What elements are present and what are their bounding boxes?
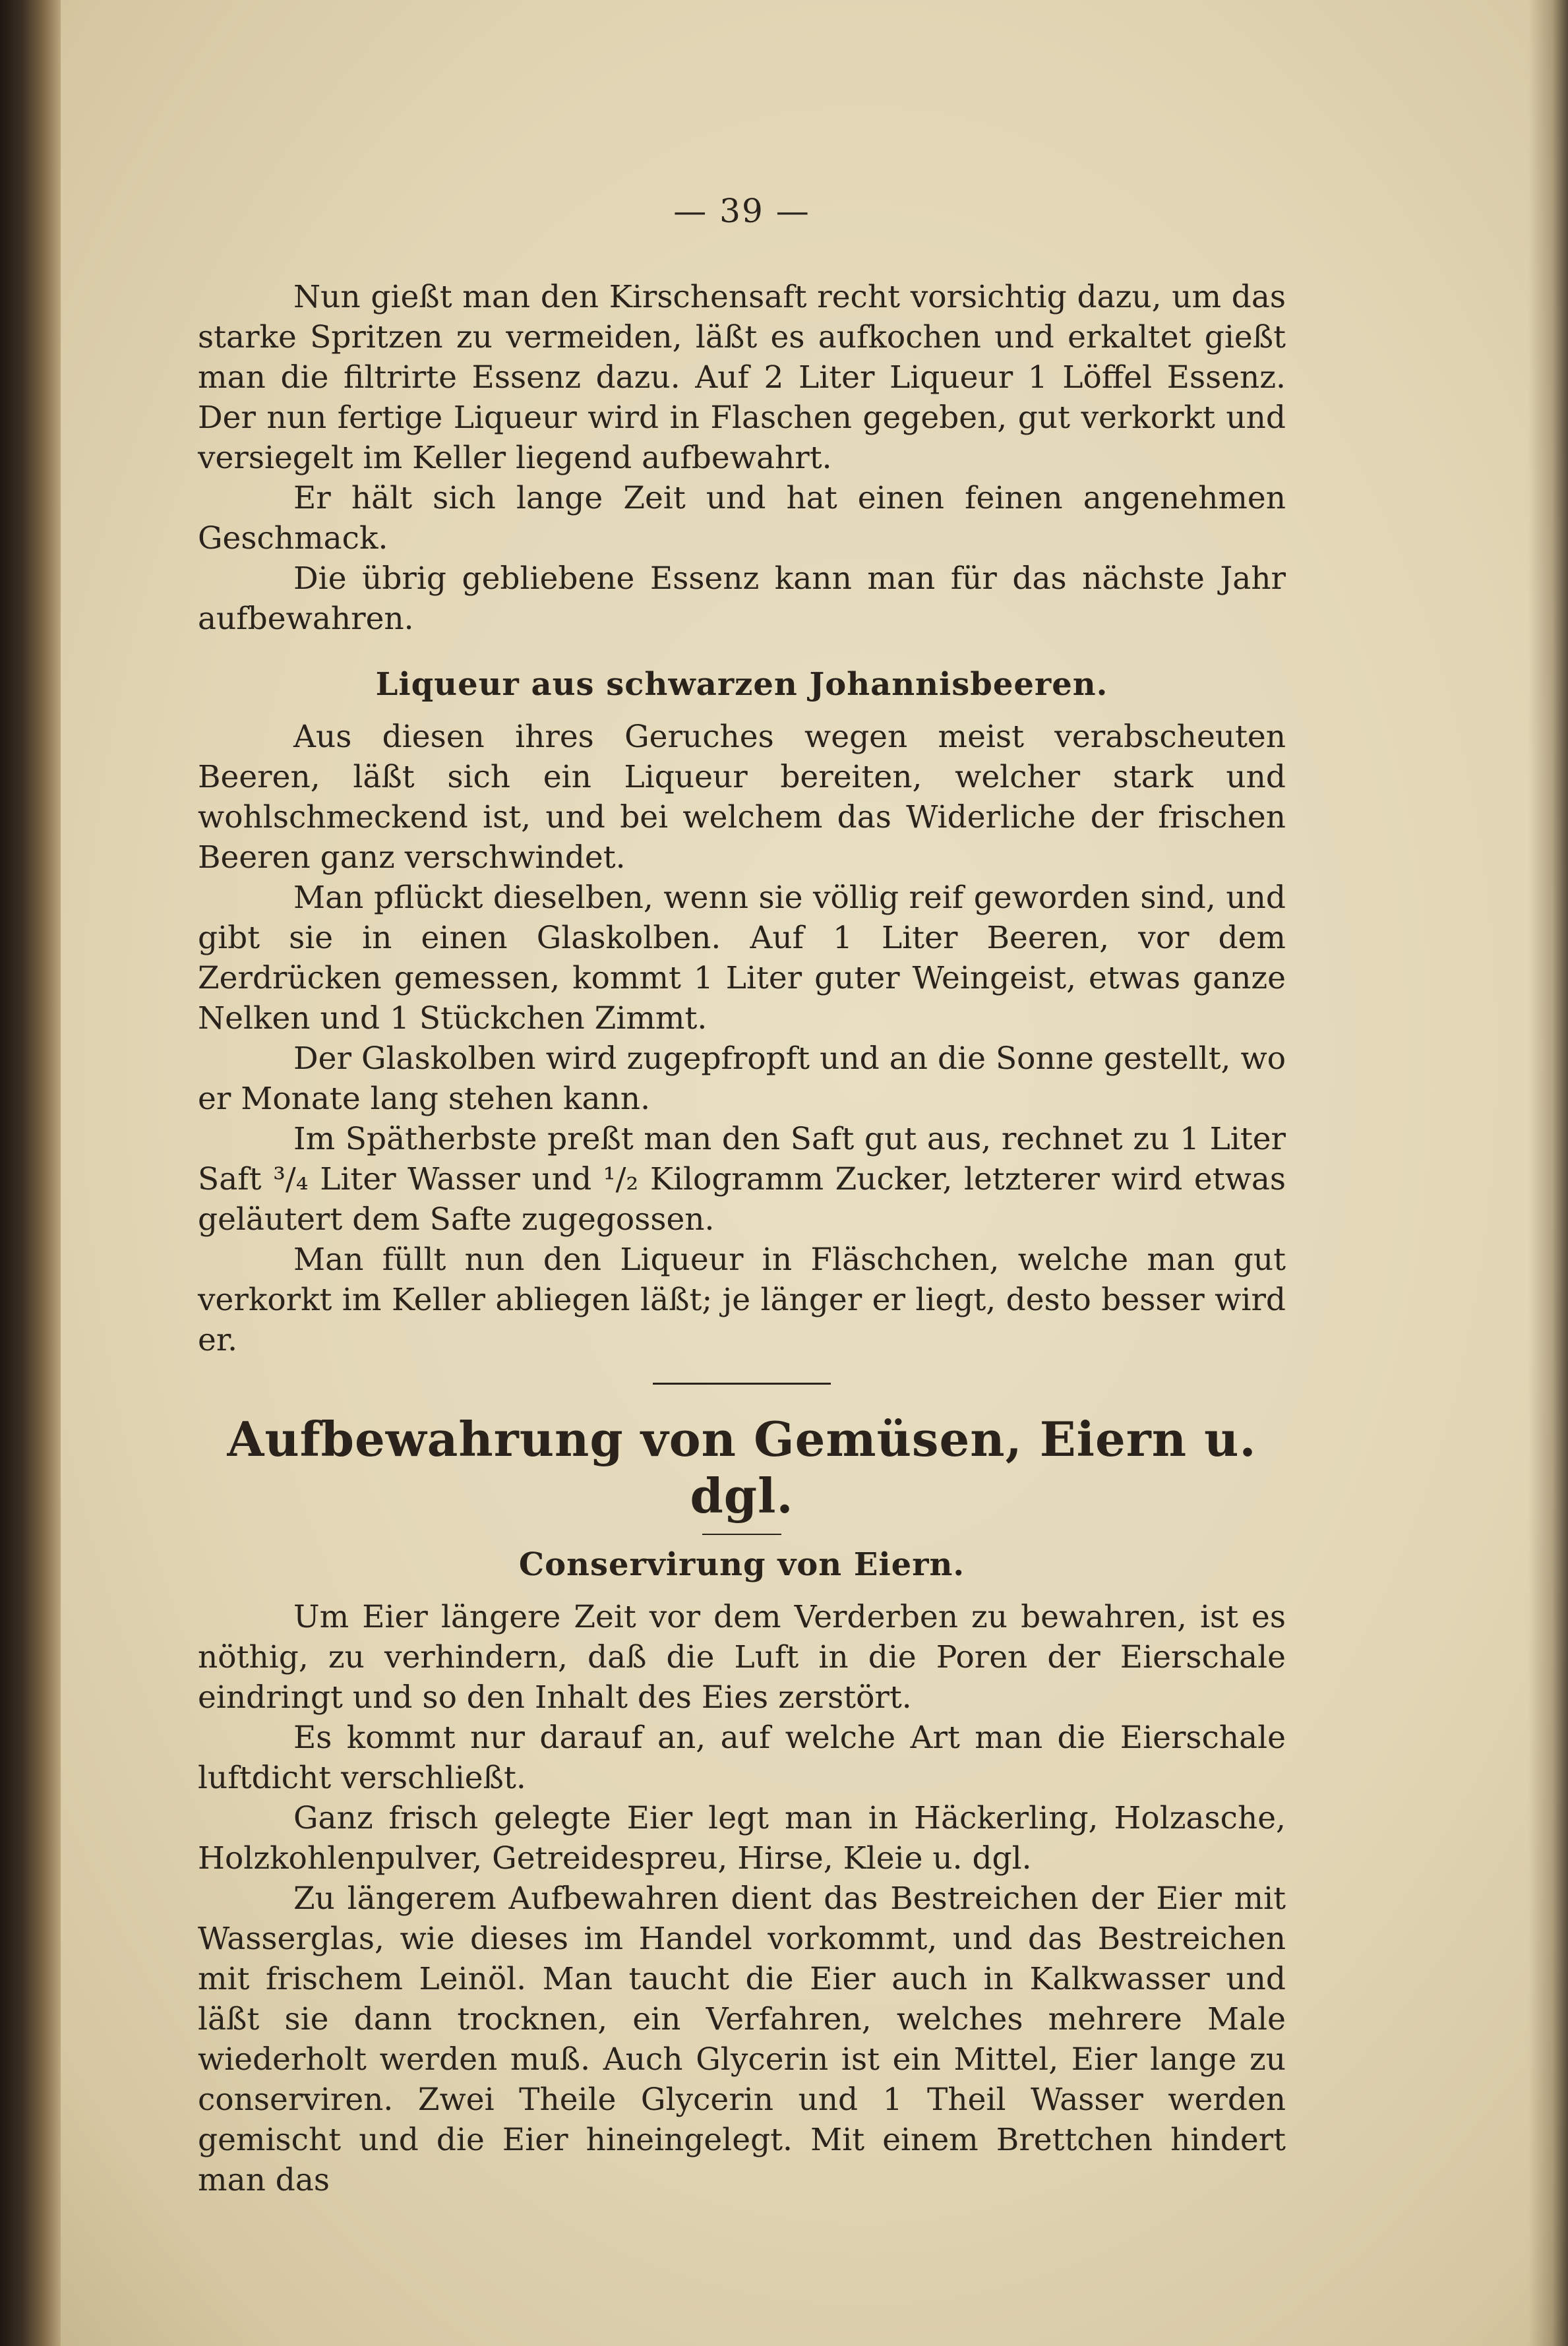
paragraph: Im Spätherbste preßt man den Saft gut aus, rechnet zu 1 Liter Saft ³/₄ Liter Wasser und ¹/₂ Kilogramm Zucker, letzterer wird etwas geläutert dem Safte zugegossen.	[198, 1121, 1286, 1238]
paragraph: Er hält sich lange Zeit und hat einen feinen angenehmen Geschmack.	[198, 480, 1286, 556]
paragraph: Nun gießt man den Kirschensaft recht vorsichtig dazu, um das starke Spritzen zu vermeiden, läßt es aufkochen und erkaltet gießt man die filtrirte Essenz dazu. Auf 2 Liter Liqueur 1 Löffel Essenz. Der nun fertige Liqueur wird in Flaschen gegeben, gut verkorkt und versiegelt im Keller liegend aufbewahrt.	[198, 279, 1286, 476]
page-number: — 39 —	[673, 192, 810, 230]
paragraph: Ganz frisch gelegte Eier legt man in Häckerling, Holzasche, Holzkohlenpulver, Getreidespreu, Hirse, Kleie u. dgl.	[198, 1800, 1286, 1877]
paragraph: Zu längerem Aufbewahren dient das Bestreichen der Eier mit Wasserglas, wie dieses im Handel vorkommt, und das Bestreichen mit frischem Leinöl. Man taucht die Eier auch in Kalkwasser und läßt sie dann trocknen, ein Verfahren, welches mehrere Male wiederholt werden muß. Auch Glycerin ist ein Mittel, Eier lange zu conserviren. Zwei Theile Glycerin und 1 Theil Wasser werden gemischt und die Eier hineingelegt. Mit einem Brettchen hindert man das	[198, 1880, 1286, 2198]
paragraph: Man pflückt dieselben, wenn sie völlig reif geworden sind, und gibt sie in einen Glaskolben. Auf 1 Liter Beeren, vor dem Zerdrücken gemessen, kommt 1 Liter guter Weingeist, etwas ganze Nelken und 1 Stückchen Zimmt.	[198, 880, 1286, 1037]
paragraph: Um Eier längere Zeit vor dem Verderben zu bewahren, ist es nöthig, zu verhindern, daß die Luft in die Poren der Eierschale eindringt und so den Inhalt des Eies zerstört.	[198, 1599, 1286, 1716]
paragraph: Es kommt nur darauf an, auf welche Art man die Eierschale luftdicht verschließt.	[198, 1720, 1286, 1796]
section-title: Aufbewahrung von Gemüsen, Eiern u. dgl.	[227, 1411, 1257, 1524]
paragraph: Aus diesen ihres Geruches wegen meist verabscheuten Beeren, läßt sich ein Liqueur bereiten, welcher stark und wohlschmeckend ist, und bei welchem das Widerliche der frischen Beeren ganz verschwindet.	[198, 719, 1286, 876]
paragraph: Der Glaskolben wird zugepfropft und an die Sonne gestellt, wo er Monate lang stehen kann.	[198, 1040, 1286, 1117]
page-text	[198, 191, 1286, 2200]
paragraph: Man füllt nun den Liqueur in Fläschchen, welche man gut verkorkt im Keller abliegen läßt; je länger er liegt, desto besser wird er.	[198, 1242, 1286, 1358]
section-divider	[653, 1383, 831, 1385]
subheading-liqueur: Liqueur aus schwarzen Johannisbeeren.	[375, 666, 1108, 703]
book-binding	[0, 0, 61, 2346]
page-edge-shadow	[1528, 0, 1568, 2346]
paragraph: Die übrig gebliebene Essenz kann man für das nächste Jahr aufbewahren.	[198, 560, 1286, 637]
subheading-eggs: Conservirung von Eiern.	[518, 1546, 965, 1583]
title-divider	[702, 1534, 781, 1535]
